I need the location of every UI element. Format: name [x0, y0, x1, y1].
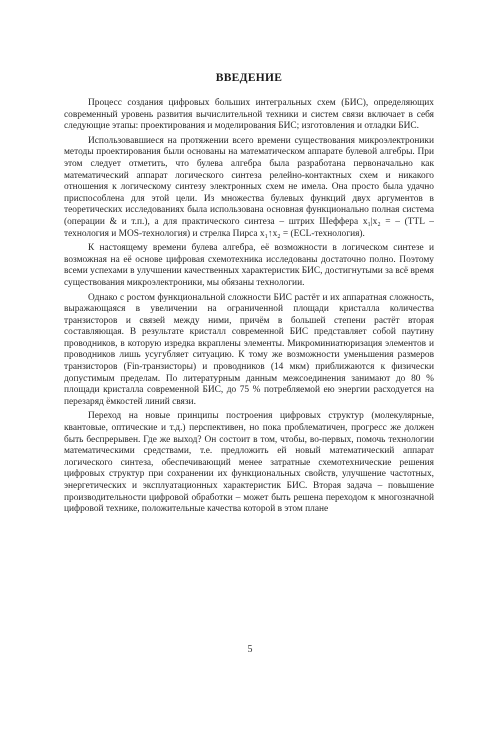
section-title: ВВЕДЕНИЕ — [215, 72, 283, 84]
paragraph-1: Процесс создания цифровых больших интегральных схем (БИС), определяющих современный уровень развития вычислительной техники и систем связи включает в себя следующие этапы: проектирования и моделирования БИС; изготовления и отладки БИС. — [64, 98, 434, 132]
paragraph-4: Однако с ростом функциональной сложности БИС растёт и их аппаратная сложность, выражающаяся в увеличении на ограниченной площади кристалла количества транзисторов и связей между ними, причём в большей степени растёт вторая составляющая. В результате кристалл современной БИС представляет собой паутину проводников, в которую изредка вкраплены элементы. Микроминиатюризация элементов и проводников лишь усугубляет ситуацию. К тому же возможности уменьшения размеров транзисторов (Fin-транзисторы) и проводников (14 мкм) приближаются к физически допустимым пределам. По литературным данным межсоединения занимают до 80 % площади кристалла современной БИС, до 75 % потребляемой ею энергии расходуется на перезаряд ёмкостей линий связи. — [64, 292, 434, 407]
paragraph-3: К настоящему времени булева алгебра, её возможности в логическом синтезе и возможная на её основе цифровая схемотехника исследованы достаточно полно. Поэтому всеми успехами в улучшении качественных характеристик БИС, достигнутыми за всё время существования микроэлектроники, мы обязаны технологии. — [64, 243, 434, 288]
paragraph-5: Переход на новые принципы построения цифровых структур (молекулярные, квантовые, оптические и т.д.) перспективен, но пока проблематичен, прогресс же должен быть беспрерывен. Где же выход? Он состоит в том, чтобы, во-первых, помочь технологии математическими средствами, т.е. предложить ей новый математический аппарат логического синтеза, обеспечивающий менее затратные схемотехнические решения цифровых структур при сохранении их функциональных свойств, улучшение частотных, энергетических и эксплуатационных характеристик БИС. Вторая задача – повышение производительности цифровой обработки – может быть решена переходом к многозначной цифровой технике, положительные качества которой в этом плане — [64, 411, 434, 515]
document-body — [64, 72, 434, 519]
page-number: 5 — [247, 644, 253, 655]
paragraph-2: Использовавшиеся на протяжении всего времени существования микроэлектроники методы проектирования были основаны на математическом аппарате булевой алгебры. При этом следует отметить, что булева алгебра была разработана первоначально как математический аппарат логического синтеза релейно-контактных схем и никакого отношения к логическому синтезу электронных схем не имела. Она просто была удачно приспособлена для этой цели. Из множества булевых функций двух аргументов в теоретических исследованиях была использована основная функционально полная система (операции & и т.п.), а для практического синтеза – штрих Шеффера x₁|x₂ = – (TTL – технология и MOS-технология) и стрелка Пирса x₁↑x₂ = (ECL-технология). — [64, 135, 434, 239]
